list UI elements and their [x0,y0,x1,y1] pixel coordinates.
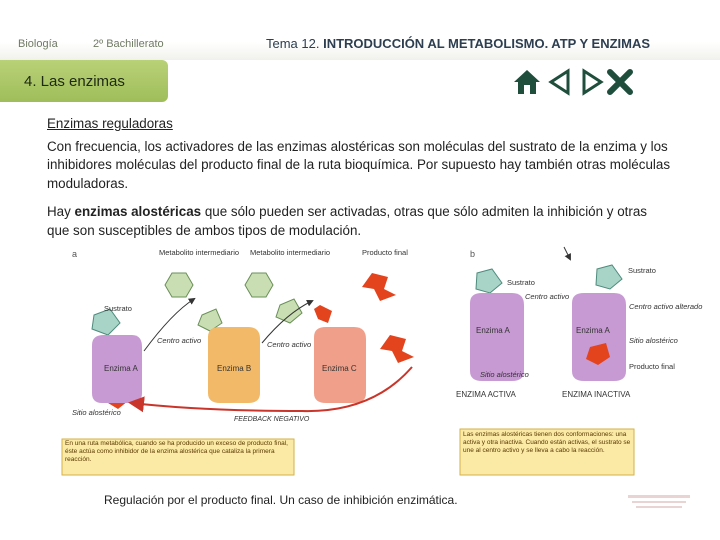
label-centro-activo-1: Centro activo [157,336,202,345]
label-b-sustrato: Sustrato [507,278,535,287]
label-b-producto-final: Producto final [629,362,675,371]
paragraph-2-end: que sólo pueden ser activadas, otras que sólo admiten la inhibición y otras que son susceptibles de ambos tipos de modulación. [47,204,647,238]
arrow-b-substrate [564,247,570,259]
product-shape-3 [314,305,332,323]
panel-b-letter: b [470,249,476,259]
header-bar [0,0,720,60]
home-button[interactable] [512,68,542,96]
section-tab [0,60,168,102]
metabolite-3-shape [276,299,302,323]
label-enzima-inactiva: ENZIMA INACTIVA [562,390,631,399]
metabolite-1-shape [165,273,193,297]
note-b-text: Las enzimas alostéricas tienen dos conformaciones: una activa y otra inactiva. Cuando están activas, el sustrato se une al centro activo y se lleva a cabo la reacción. [463,431,631,454]
next-button[interactable] [580,68,604,96]
topic-prefix: Tema 12. [266,36,324,51]
label-enzima-a: Enzima A [104,364,138,373]
grade-label: 2º Bachillerato [93,38,164,50]
substrate-b-2 [596,265,622,289]
close-button[interactable] [606,68,634,96]
label-metabolito-1: Metabolito intermediario [159,248,240,257]
header-background [0,0,720,60]
home-icon [512,68,542,96]
enzyme-a-active [470,293,524,381]
enzyme-a-inactive [572,293,626,381]
note-b-fo [463,431,631,473]
paragraph-2 [47,203,672,240]
paragraph-2-start: Hay [47,204,75,219]
substrate-b-1 [476,269,502,293]
label-feedback: FEEDBACK NEGATIVO [234,416,310,423]
close-icon [606,68,634,96]
metabolite-2-shape [245,273,273,297]
label-enzima-b: Enzima B [217,364,252,373]
note-a-text: En una ruta metabólica, cuando se ha producido un exceso de producto final, éste actúa como inhibidor de la enzima alostérica que cataliza la primera reacción. [65,440,288,463]
label-enzima-activa: ENZIMA ACTIVA [456,390,516,399]
content-heading: Enzimas reguladoras [47,116,173,131]
label-b-enzima-a-2: Enzima A [576,326,610,335]
figure-caption: Regulación por el producto final. Un caso de inhibición enzimática. [104,493,458,507]
label-b-sitio: Sitio alostérico [480,370,529,379]
previous-icon [548,68,572,96]
label-b-centro-activo: Centro activo [525,292,570,301]
label-sustrato: Sustrato [104,304,132,313]
content-area [47,115,672,240]
panel-a-letter: a [72,249,78,259]
feedback-arrow [132,367,412,411]
label-centro-activo-2: Centro activo [267,340,312,349]
diagram-svg [62,243,703,481]
topic-title [266,36,650,51]
label-b-sitio-2: Sitio alostérico [629,336,678,345]
previous-button[interactable] [548,68,572,96]
note-a-fo [65,440,291,474]
label-b-centro-alterado: Centro activo alterado [629,302,703,311]
paragraph-1: Con frecuencia, los activadores de las enzimas alostéricas son moléculas del sustrato de la enzima y los inhibidores moléculas del producto final de la ruta bioquímica. Por supuesto hay también otras moléculas moduladoras. [47,138,671,191]
label-metabolito-2: Metabolito intermediario [250,248,331,257]
label-enzima-c: Enzima C [322,364,357,373]
label-b-sustrato-2: Sustrato [628,266,656,275]
subject-label: Biología [18,38,58,50]
label-sitio-alosterico: Sitio alostérico [72,408,121,417]
figure-diagram [62,243,703,481]
section-title: 4. Las enzimas [24,73,125,90]
publisher-stamp [628,493,690,511]
product-shape-2 [380,335,414,363]
label-b-enzima-a: Enzima A [476,326,510,335]
next-icon [580,68,604,96]
label-producto-final: Producto final [362,248,408,257]
paragraph-2-bold: enzimas alostéricas [74,204,202,219]
product-shape-1 [362,273,396,301]
topic-name: INTRODUCCIÓN AL METABOLISMO. ATP Y ENZIMAS [323,36,651,51]
